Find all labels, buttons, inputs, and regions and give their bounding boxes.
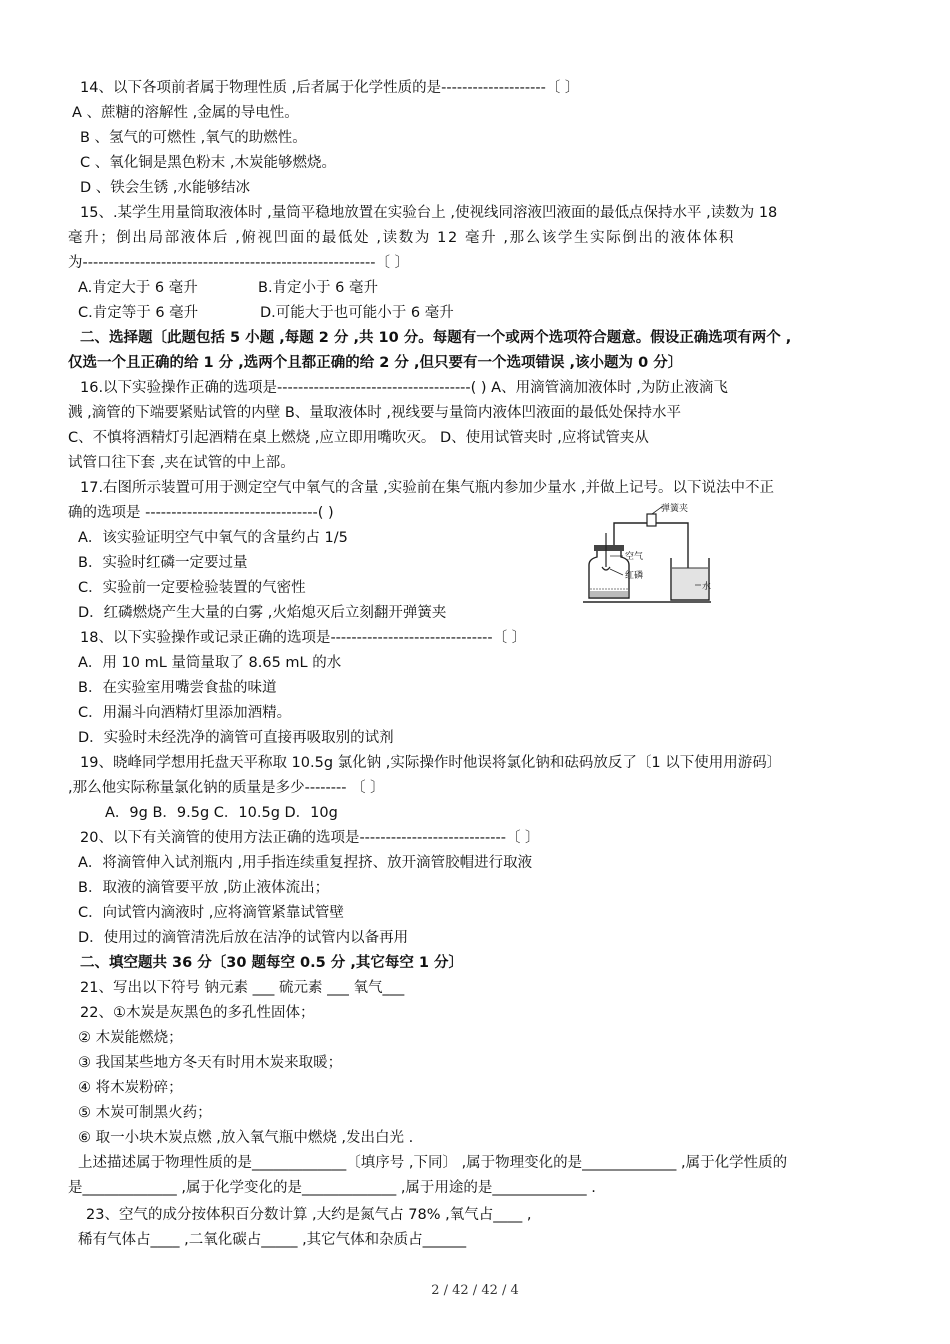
q22-item-3: ③ 我国某些地方冬天有时用木炭来取暖； (78, 1055, 343, 1071)
q18-option-d: D．实验时未经洗净的滴管可直接再吸取别的试剂 (78, 730, 394, 746)
q18-option-c: C．用漏斗向酒精灯里添加酒精。 (78, 705, 292, 721)
q20-option-a: A．将滴管伸入试剂瓶内 ,用手指连续重复捏挤、放开滴管胶帽进行取液 (78, 855, 533, 871)
q17-line-1: 17.右图所示装置可用于测定空气中氧气的含量 ,实验前在集气瓶内参加少量水 ,并做上记号。以下说法中不正 (80, 480, 774, 496)
q18-option-b: B．在实验室用嘴尝食盐的味道 (78, 680, 277, 696)
q16-line-2: 溅 ,滴管的下端要紧贴试管的内壁 B、量取液体时 ,视线要与量筒内液体凹液面的最低处保持水平 (68, 405, 681, 421)
q17-option-d: D．红磷燃烧产生大量的白雾 ,火焰熄灭后立刻翻开弹簧夹 (78, 605, 447, 621)
q16-line-3: C、不慎将酒精灯引起酒精在桌上燃烧 ,应立即用嘴吹灭。 D、使用试管夹时 ,应将试管夹从 (68, 430, 649, 446)
q14-option-c: C 、氧化铜是黑色粉末 ,木炭能够燃烧。 (80, 155, 336, 171)
q15-line-3: 为--------------------------------------------------------〔 〕 (68, 255, 410, 271)
spring-clip (647, 514, 656, 526)
q15-line-1: 15、.某学生用量筒取液体时 ,量筒平稳地放置在实验台上 ,使视线同溶液凹液面的最低点保持水平 ,读数为 18 (80, 205, 778, 221)
q23-line-2: 稀有气体占____ ,二氧化碳占_____ ,其它气体和杂质占______ (78, 1232, 467, 1248)
q20-option-b: B．取液的滴管要平放 ,防止液体流出； (78, 880, 330, 896)
q15-option-a: A.肯定大于 6 毫升 (78, 280, 198, 296)
q21-line: 21、写出以下符号 钠元素 ___ 硫元素 ___ 氧气___ (80, 980, 405, 996)
rubber-stopper (594, 545, 624, 551)
q20-option-d: D．使用过的滴管清洗后放在洁净的试管内以备再用 (78, 930, 409, 946)
q23-line-1: 23、空气的成分按体积百分数计算 ,大约是氮气占 78% ,氧气占____ , (86, 1207, 532, 1223)
q20-option-c: C．向试管内滴液时 ,应将滴管紧靠试管壁 (78, 905, 344, 921)
q22-summary-line-1: 上述描述属于物理性质的是_____________〔填序号 ,下同〕 ,属于物理变化的是_____________ ,属于化学性质的 (78, 1155, 788, 1171)
q18-stem: 18、以下实验操作或记录正确的选项是-------------------------------〔 〕 (80, 630, 527, 646)
section-3-heading: 二、填空题共 36 分〔30 题每空 0.5 分 ,其它每空 1 分〕 (80, 955, 464, 971)
q14-stem: 14、以下各项前者属于物理性质 ,后者属于化学性质的是--------------------〔 〕 (80, 80, 580, 96)
red-phosphorus-label-pointer (610, 569, 623, 575)
q17-option-c: C．实验前一定要检验装置的气密性 (78, 580, 306, 596)
label-spring-clip: 弹簧夹 (661, 504, 689, 514)
q14-option-a: A 、蔗糖的溶解性 ,金属的导电性。 (72, 105, 299, 121)
q22-item-1: 22、①木炭是灰黑色的多孔性固体； (80, 1005, 315, 1021)
label-red-phosphorus: 红磷 (625, 571, 644, 581)
q22-item-5: ⑤ 木炭可制黑火药； (78, 1105, 212, 1121)
label-water: 水 (702, 582, 712, 592)
section-2-heading-line-2: 仅选一个且正确的给 1 分 ,选两个且都正确的给 2 分 ,但只要有一个选项错误 ,该小题为 0 分〕 (68, 355, 683, 371)
q15-line-2: 毫升；倒出局部液体后 ,俯视凹面的最低处 ,读数为 12 毫升 ,那么该学生实际倒出的液体体积 (68, 230, 736, 246)
q14-option-d: D 、铁会生锈 ,水能够结冰 (80, 180, 250, 196)
page-footer: 2 / 42 / 42 / 4 (431, 1283, 519, 1298)
q15-option-d: D.可能大于也可能小于 6 毫升 (260, 305, 454, 321)
q22-item-6: ⑥ 取一小块木炭点燃 ,放入氧气瓶中燃烧 ,发出白光 . (78, 1130, 414, 1146)
burning-spoon-cup (602, 567, 610, 570)
q17-option-b: B．实验时红磷一定要过量 (78, 555, 248, 571)
label-air: 空气 (625, 552, 644, 562)
q17-line-2: 确的选项是 ---------------------------------( ) (68, 505, 334, 521)
q16-line-1: 16.以下实验操作正确的选项是-------------------------------------( ) A、用滴管滴加液体时 ,为防止液滴飞 (80, 380, 728, 396)
q17-option-a: A．该实验证明空气中氧气的含量约占 1/5 (78, 530, 348, 546)
q15-option-c: C.肯定等于 6 毫升 (78, 305, 199, 321)
oxygen-content-apparatus-figure (583, 503, 713, 605)
q18-option-a: A．用 10 mL 量筒量取了 8.65 mL 的水 (78, 655, 342, 671)
q22-item-4: ④ 将木炭粉碎； (78, 1080, 183, 1096)
q19-line-2: ,那么他实际称量氯化钠的质量是多少-------- 〔 〕 (68, 780, 385, 796)
section-2-heading-line-1: 二、选择题〔此题包括 5 小题 ,每题 2 分 ,共 10 分。每题有一个或两个选项符合题意。假设正确选项有两个 , (80, 330, 792, 346)
q16-line-4: 试管口往下套 ,夹在试管的中上部。 (68, 455, 295, 471)
q22-item-2: ② 木炭能燃烧； (78, 1030, 183, 1046)
q20-stem: 20、以下有关滴管的使用方法正确的选项是----------------------------〔 〕 (80, 830, 540, 846)
q19-options: A．9g B．9.5g C．10.5g D．10g (105, 805, 338, 821)
bottle-water-band (590, 591, 628, 597)
gas-collecting-bottle (589, 550, 629, 598)
q14-option-b: B 、氢气的可燃性 ,氧气的助燃性。 (80, 130, 307, 146)
q19-line-1: 19、晓峰同学想用托盘天平称取 10.5g 氯化钠 ,实际操作时他误将氯化钠和砝码放反了〔1 以下使用用游码〕 (80, 755, 782, 771)
q15-option-b: B.肯定小于 6 毫升 (258, 280, 378, 296)
q22-summary-line-2: 是_____________ ,属于化学变化的是_____________ ,属于用途的是_____________ . (68, 1180, 596, 1196)
